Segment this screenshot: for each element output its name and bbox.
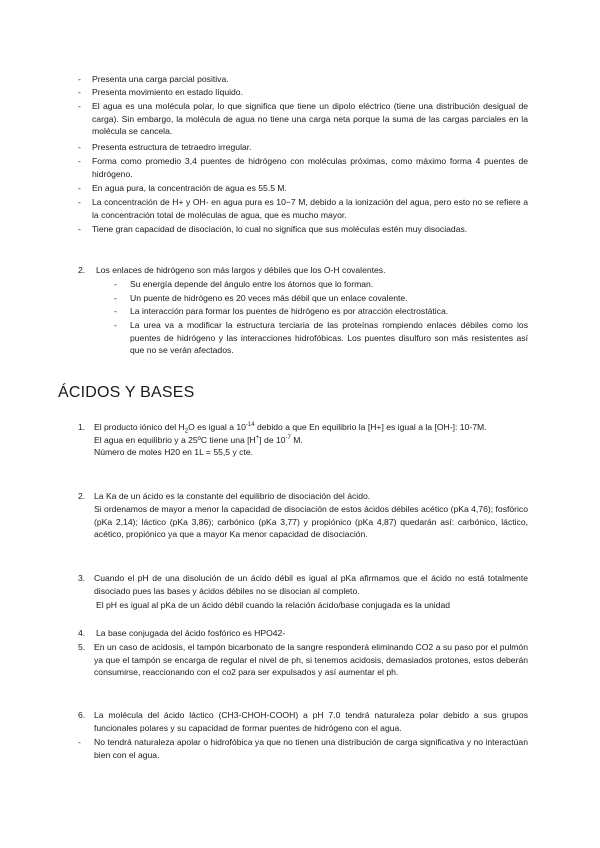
subitem-text: La urea va a modificar la estructura terciaria de las proteínas rompiendo enlaces débiles como los puentes de hidrógeno y las interacciones hidrofóbicas. Los puentes disulfuro son más resistentes así que no se verán afectados. (130, 320, 528, 356)
bullet-dash: - (78, 183, 81, 193)
bullet-dash: - (78, 224, 81, 234)
bullet-text: Presenta movimiento en estado líquido. (92, 87, 243, 97)
bullet-dash: - (114, 293, 117, 303)
list-number: 1. (78, 422, 86, 432)
bullet-dash: - (114, 279, 117, 289)
list-item-text: El pH es igual al pKa de un ácido débil cuando la relación ácido/base conjugada es la unidad (96, 600, 451, 610)
list-item-text: Si ordenamos de mayor a menor la capacidad de disociación de estos ácidos débiles acético (pKa 4,76); fosfórico (pKa 2,14); láctico (pKa 3,86); carbónico (pKa 3,77) y propiónico (pKa 4,87) quedarán así: carbónico, láctico, acético, propiónico ya que a mayor Ka menor capacidad de disociación. (94, 504, 528, 540)
subitem-text: Su energía depende del ángulo entre los átomos que lo forman. (130, 279, 374, 289)
bullet-dash: - (78, 156, 81, 166)
bullet-text: En agua pura, la concentración de agua es 55.5 M. (92, 183, 287, 193)
list-number: 4. (78, 628, 86, 638)
list-item-text: La base conjugada del ácido fosfórico es HPO42- (96, 628, 286, 638)
list-number: 3. (78, 573, 86, 583)
list-item-text: En un caso de acidosis, el tampón bicarbonato de la sangre responderá eliminando CO2 a su paso por el pulmón ya que el tampón se encarga de regular el nivel de ph, si tenemos acidosis, demasiados protones, estos deberán consumirse, reaccionando con el co2 para ser expulsados y así aumentar el ph. (94, 642, 528, 678)
bullet-dash: - (78, 142, 81, 152)
list-item-text: El producto iónico del $H_2O$ es igual a $10^{-14}$ debido a que En equilibrio la [H+] es igual a la [OH-]: 10-7M. El agua en equilibrio y a 25ºC tiene una [H+] de $10^{-7}$ M. Número de moles H20 en 1L = 55,5 y cte. (94, 422, 487, 458)
list-number: 6. (78, 710, 86, 720)
bullet-text: Forma como promedio 3,4 puentes de hidrógeno con moléculas próximas, como máximo forma 4 puentes de hidrógeno. (92, 156, 528, 179)
list-number: 2. (78, 491, 86, 501)
list-item-text: Los enlaces de hidrógeno son más largos y débiles que los O-H covalentes. (96, 265, 386, 275)
subitem-text: Un puente de hidrógeno es 20 veces más débil que un enlace covalente. (130, 293, 408, 303)
bullet-dash: - (114, 320, 117, 330)
bullet-text: No tendrá naturaleza apolar o hidrofóbica ya que no tienen una distribución de carga significativa y no interactúan bien con el agua. (94, 737, 528, 760)
bullet-dash: - (78, 87, 81, 97)
list-item-text: La molécula del ácido láctico (CH3-CHOH-COOH) a pH 7.0 tendrá naturaleza polar debido a sus grupos funcionales polares y su capacidad de formar puentes de hidrógeno con el agua. (94, 710, 528, 733)
bullet-text: Tiene gran capacidad de disociación, lo cual no significa que sus moléculas estén muy disociadas. (92, 224, 468, 234)
list-item-text: La Ka de un ácido es la constante del equilibrio de disociación del ácido. (94, 491, 371, 501)
subitem-text: La interacción para formar los puentes de hidrógeno es por atracción electrostática. (130, 306, 449, 316)
list-item-text: Cuando el pH de una disolución de un ácido débil es igual al pKa afirmamos que el ácido no está totalmente disociado pues las bases y ácidos débiles no se disocian al completo. (94, 573, 528, 596)
bullet-text: La concentración de H+ y OH- en agua pura es 10−7 M, debido a la ionización del agua, pero esto no se refiere a la concentración total de moléculas de agua, que es mucho mayor. (92, 197, 528, 220)
bullet-text: Presenta estructura de tetraedro irregular. (92, 142, 252, 152)
bullet-dash: - (114, 306, 117, 316)
bullet-text: El agua es una molécula polar, lo que significa que tiene un dipolo eléctrico (tiene una distribución desigual de carga). Sin embargo, la molécula de agua no tiene una carga neta porque la suma de las cargas parciales en la molécula se cancela. (92, 101, 528, 137)
bullet-dash: - (78, 737, 81, 747)
bullet-text: Presenta una carga parcial positiva. (92, 74, 229, 84)
bullet-dash: - (78, 101, 81, 111)
list-number: 5. (78, 642, 86, 652)
bullet-dash: - (78, 197, 81, 207)
bullet-dash: - (78, 74, 81, 84)
list-number: 2. (78, 265, 86, 275)
section-heading: ÁCIDOS Y BASES (58, 384, 195, 401)
